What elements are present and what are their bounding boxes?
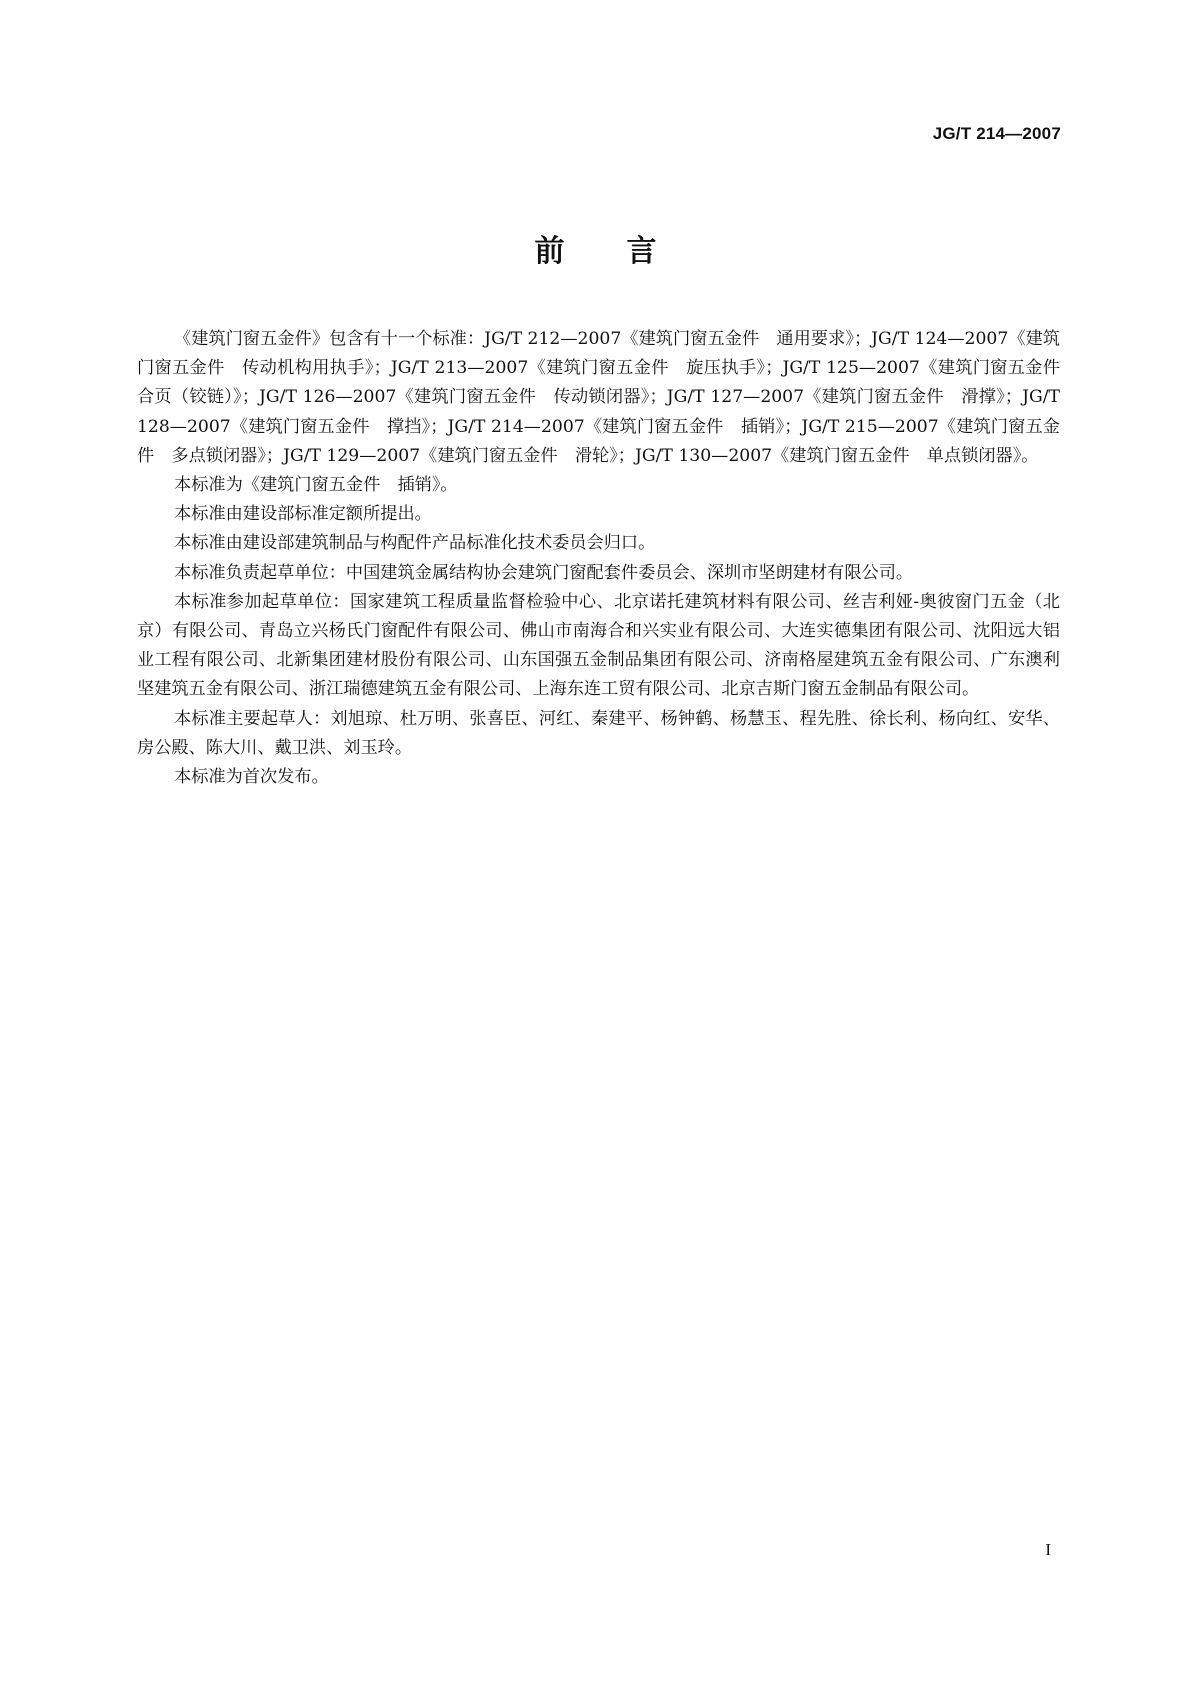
page-number: I (1045, 1540, 1051, 1559)
paragraph-proposed-by: 本标准由建设部标准定额所提出。 (174, 504, 432, 525)
page-title (0, 226, 1191, 270)
paragraph-participating-drafters: 本标准参加起草单位：国家建筑工程质量监督检验中心、北京诺托建筑材料有限公司、丝吉利娅-奥彼窗门五金（北京）有限公司、青岛立兴杨氏门窗配件有限公司、佛山市南海合和兴实业有限公司、大连实德集团有限公司、沈阳远大铝业工程有限公司、北新集团建材股份有限公司、山东国强五金制品集团有限公司、济南格屋建筑五金有限公司、广东澳利坚建筑五金有限公司、浙江瑞德建筑五金有限公司、上海东连工贸有限公司、北京吉斯门窗五金制品有限公司。 (137, 591, 1060, 700)
foreword-body (137, 325, 1078, 792)
title-char-1: 前 (534, 234, 565, 269)
paragraph-centralized-by: 本标准由建设部建筑制品与构配件产品标准化技术委员会归口。 (174, 533, 656, 554)
paragraph-this-standard: 本标准为《建筑门窗五金件 插销》。 (174, 475, 458, 496)
paragraph-main-drafters: 本标准主要起草人：刘旭琼、杜万明、张喜臣、河红、秦建平、杨钟鹤、杨慧玉、程先胜、徐长利、杨向红、安华、房公殿、陈大川、戴卫洪、刘玉玲。 (137, 708, 1060, 758)
title-char-2: 言 (626, 234, 657, 269)
paragraph-responsible-drafter: 本标准负责起草单位：中国建筑金属结构协会建筑门窗配套件委员会、深圳市坚朗建材有限公司。 (174, 562, 914, 583)
paragraph-standards-list: 《建筑门窗五金件》包含有十一个标准：JG/T 212—2007《建筑门窗五金件 通用要求》；JG/T 124—2007《建筑门窗五金件 传动机构用执手》；JG/T 213—2007《建筑门窗五金件 旋压执手》；JG/T 125—2007《建筑门窗五金件 合页（铰链）》；JG/T 126—2007《建筑门窗五金件 传动锁闭器》；JG/T 127—2007《建筑门窗五金件 滑撑》；JG/T 128—2007《建筑门窗五金件 撑挡》；JG/T 214—2007《建筑门窗五金件 插销》；JG/T 215—2007《建筑门窗五金件 多点锁闭器》；JG/T 129—2007《建筑门窗五金件 滑轮》；JG/T 130—2007《建筑门窗五金件 单点锁闭器》。 (137, 329, 1078, 466)
document-code: JG/T 214—2007 (932, 124, 1061, 143)
paragraph-first-release: 本标准为首次发布。 (174, 767, 329, 788)
